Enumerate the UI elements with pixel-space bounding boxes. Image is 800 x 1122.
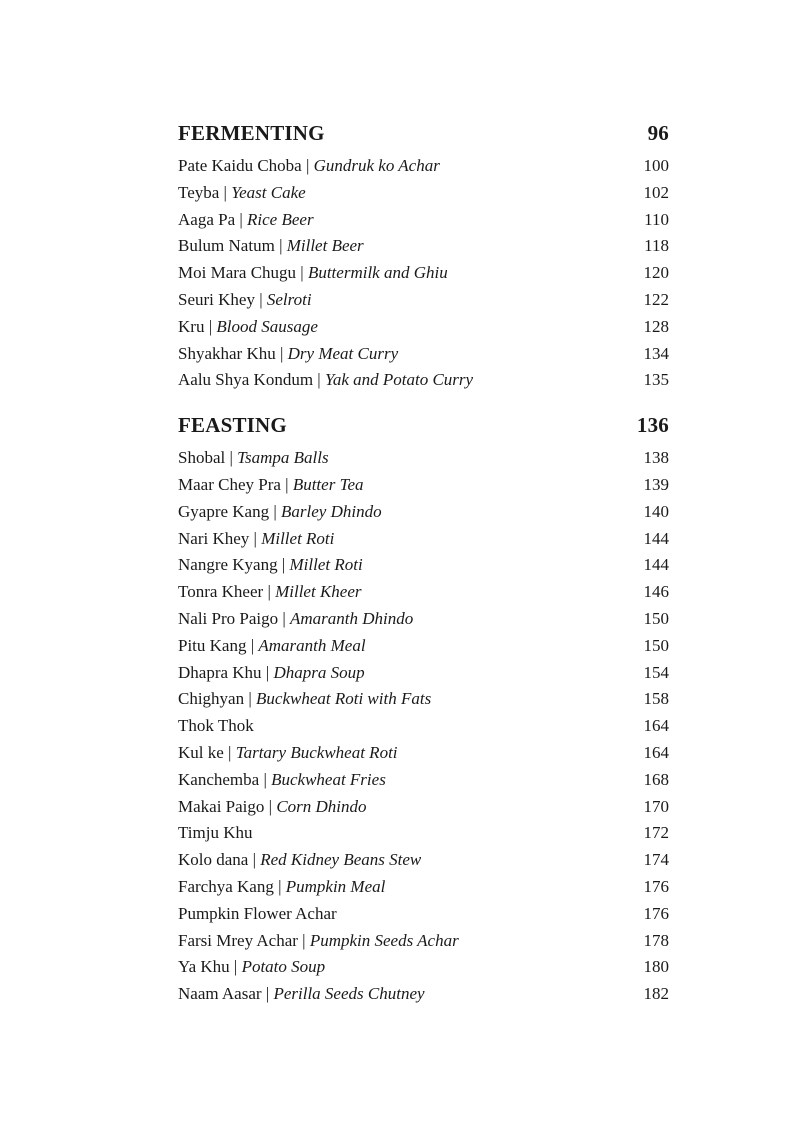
entry-page-number: 118 [644,236,669,256]
toc-entry [178,445,669,472]
entry-title [178,606,413,633]
section-title: FERMENTING [178,121,325,145]
toc-entry [178,499,669,526]
entry-title [178,153,440,180]
separator: | [273,876,286,896]
entry-title [178,767,386,794]
entry-title [178,341,398,368]
separator: | [259,769,272,789]
recipe-local-name: Moi Mara Chugu [178,263,297,283]
recipe-english-name: Perilla Seeds Chutney [273,984,425,1004]
recipe-english-name: Buckwheat Roti with Fats [256,689,432,709]
entry-title [178,713,254,740]
recipe-local-name: Timju Khu [178,823,253,843]
recipe-local-name: Ya Khu [178,957,230,977]
entry-title [178,552,363,579]
entry-title [178,180,306,207]
toc-entry [178,260,669,287]
separator: | [278,608,291,628]
entry-page-number: 150 [643,635,669,655]
entry-page-number: 158 [643,689,669,709]
recipe-local-name: Gyapre Kang [178,501,270,521]
separator: | [235,209,248,229]
toc-entry [178,579,669,606]
recipe-english-name: Barley Dhindo [281,501,382,521]
recipe-english-name: Blood Sausage [216,316,318,336]
recipe-english-name: Tartary Buckwheat Roti [235,742,398,762]
entry-title [178,367,473,394]
separator: | [296,263,308,283]
recipe-english-name: Red Kidney Beans Stew [260,850,422,870]
separator: | [275,343,288,363]
recipe-english-name: Millet Beer [286,236,364,256]
entry-title [178,901,337,928]
recipe-local-name: Farsi Mrey Achar [178,930,298,950]
toc-entry [178,633,669,660]
toc-entry [178,660,669,687]
recipe-local-name: Pumpkin Flower Achar [178,903,337,923]
entry-page-number: 146 [643,582,669,602]
entry-title [178,928,459,955]
recipe-english-name: Rice Beer [247,209,314,229]
entry-title [178,233,364,260]
separator: | [269,501,282,521]
separator: | [313,370,325,390]
recipe-local-name: Bulum Natum [178,236,275,256]
entry-title [178,686,431,713]
recipe-english-name: Dry Meat Curry [287,343,399,363]
recipe-english-name: Yak and Potato Curry [324,370,474,390]
entry-page-number: 178 [643,930,669,950]
toc-entry [178,874,669,901]
entry-page-number: 164 [643,716,669,736]
entry-page-number: 164 [643,742,669,762]
recipe-local-name: Aaga Pa [178,209,236,229]
toc-entry [178,287,669,314]
entry-title [178,633,366,660]
entry-page-number: 174 [643,850,669,870]
separator: | [248,850,261,870]
entry-title [178,445,329,472]
recipe-local-name: Maar Chey Pra [178,474,281,494]
entry-title [178,981,425,1008]
entry-page-number: 110 [644,209,669,229]
recipe-english-name: Buttermilk and Ghiu [307,263,448,283]
recipe-local-name: Aalu Shya Kondum [178,370,314,390]
toc-entry [178,847,669,874]
toc-entry [178,901,669,928]
entry-title [178,740,398,767]
entry-title [178,954,325,981]
toc-entry [178,740,669,767]
recipe-local-name: Seuri Khey [178,289,255,309]
entry-page-number: 134 [643,343,669,363]
recipe-english-name: Yeast Cake [231,182,306,202]
toc-entry [178,367,669,394]
separator: | [261,984,274,1004]
separator: | [223,742,236,762]
separator: | [246,635,259,655]
entry-title [178,499,382,526]
recipe-english-name: Amaranth Dhindo [290,608,414,628]
recipe-local-name: Dhapra Khu [178,662,262,682]
entry-title [178,847,421,874]
entry-page-number: 172 [643,823,669,843]
entry-title [178,314,318,341]
entry-page-number: 144 [643,555,669,575]
entry-title [178,207,314,234]
entry-page-number: 168 [643,769,669,789]
toc-entry [178,233,669,260]
separator: | [261,662,274,682]
toc-entry [178,981,669,1008]
entry-title [178,874,385,901]
entry-page-number: 176 [643,903,669,923]
separator: | [229,957,242,977]
separator: | [277,555,290,575]
section-heading [178,117,669,149]
recipe-local-name: Kru [178,316,205,336]
entry-page-number: 138 [643,448,669,468]
entry-title [178,472,364,499]
recipe-local-name: Makai Paigo [178,796,265,816]
entry-page-number: 102 [643,182,669,202]
recipe-english-name: Potato Soup [241,957,326,977]
toc-entry [178,552,669,579]
recipe-english-name: Gundruk ko Achar [313,156,440,175]
separator: | [297,930,310,950]
entry-page-number: 176 [643,876,669,896]
separator: | [264,796,277,816]
recipe-english-name: Millet Kheer [275,582,362,602]
toc-entry [178,686,669,713]
section-page-number: 136 [636,413,669,438]
recipe-english-name: Amaranth Meal [258,635,366,655]
entry-page-number: 120 [643,263,669,283]
separator: | [249,528,262,548]
recipe-local-name: Nangre Kyang [178,555,278,575]
entry-page-number: 135 [643,370,669,390]
entry-page-number: 170 [643,796,669,816]
recipe-local-name: Pitu Kang [178,635,247,655]
separator: | [254,289,267,309]
toc-entry [178,820,669,847]
recipe-local-name: Nali Pro Paigo [178,608,279,628]
toc-entry [178,180,669,207]
separator: | [225,448,238,468]
recipe-local-name: Kanchemba [178,769,260,789]
recipe-local-name: Nari Khey [178,528,250,548]
toc-entry [178,472,669,499]
toc-entry [178,794,669,821]
toc-body [178,117,669,1008]
toc-entry [178,314,669,341]
toc-entry [178,928,669,955]
section-page-number: 96 [647,121,669,145]
recipe-english-name: Millet Roti [261,528,335,548]
recipe-local-name: Shyakhar Khu [178,343,276,363]
section-title: FEASTING [178,413,287,438]
toc-entry [178,207,669,234]
recipe-english-name: Corn Dhindo [276,796,367,816]
entry-title [178,820,252,847]
separator: | [280,474,293,494]
entry-page-number: 122 [643,289,669,309]
entry-page-number: 150 [643,608,669,628]
entry-title [178,579,362,606]
recipe-local-name: Teyba [178,182,220,202]
entry-title [178,794,367,821]
separator: | [244,689,257,709]
entry-page-number: 182 [643,984,669,1004]
recipe-english-name: Millet Roti [289,555,363,575]
toc-entry [178,606,669,633]
toc-entry [178,713,669,740]
recipe-english-name: Selroti [266,289,312,309]
recipe-english-name: Pumpkin Meal [285,876,386,896]
separator: | [263,582,276,602]
toc-entry [178,526,669,553]
toc-entry [178,767,669,794]
entry-page-number: 140 [643,501,669,521]
entry-title [178,260,448,287]
entry-title [178,287,312,314]
recipe-local-name: Shobal [178,448,226,468]
entry-title [178,526,334,553]
separator: | [204,316,217,336]
entry-page-number: 180 [643,957,669,977]
toc-entry [178,341,669,368]
recipe-local-name: Chighyan [178,689,245,709]
recipe-english-name: Pumpkin Seeds Achar [309,930,459,950]
recipe-local-name: Kul ke [178,742,224,762]
entry-title [178,660,365,687]
toc-entry [178,954,669,981]
entry-page-number: 139 [643,474,669,494]
recipe-local-name: Kolo dana [178,850,249,870]
entry-page-number: 144 [643,528,669,548]
entry-page-number: 128 [643,316,669,336]
entry-page-number: 100 [643,156,669,175]
recipe-english-name: Butter Tea [292,474,364,494]
separator: | [301,156,314,175]
separator: | [219,182,232,202]
section-heading [178,409,669,441]
recipe-local-name: Thok Thok [178,716,254,736]
recipe-local-name: Pate Kaidu Choba [178,156,302,175]
table-of-contents [178,117,669,1008]
recipe-english-name: Dhapra Soup [273,662,365,682]
recipe-english-name: Tsampa Balls [237,448,329,468]
recipe-local-name: Naam Aasar [178,984,262,1004]
toc-entry [178,153,669,180]
separator: | [274,236,287,256]
recipe-local-name: Farchya Kang [178,876,274,896]
entry-page-number: 154 [643,662,669,682]
recipe-local-name: Tonra Kheer [178,582,264,602]
recipe-english-name: Buckwheat Fries [271,769,386,789]
